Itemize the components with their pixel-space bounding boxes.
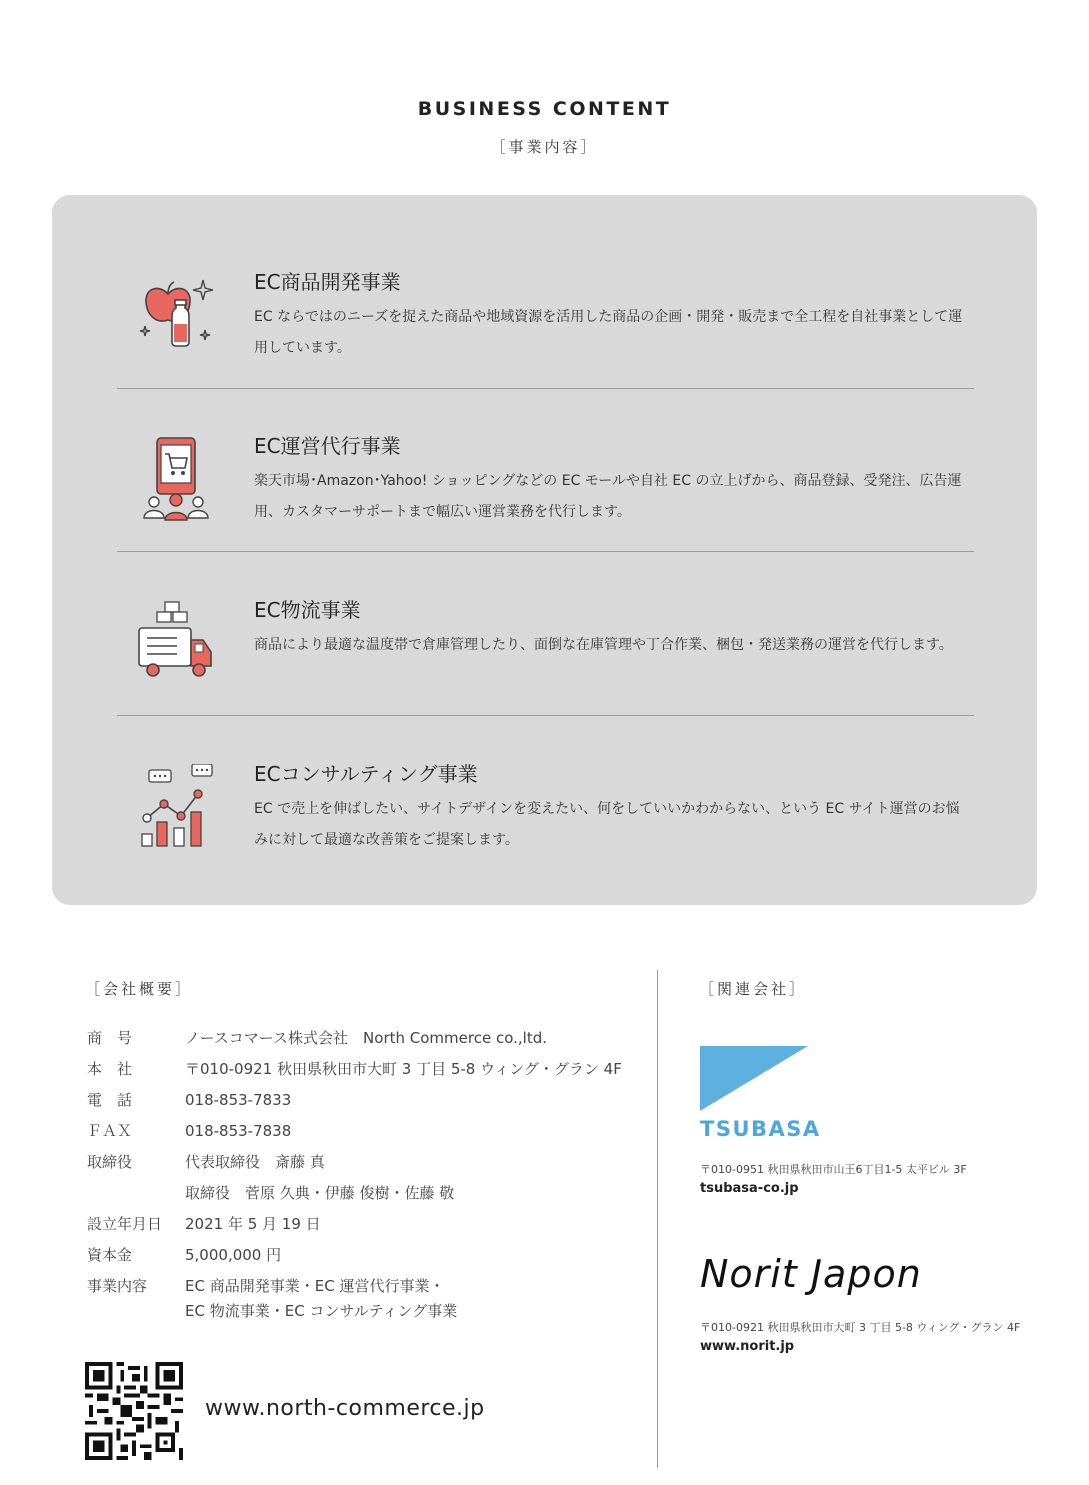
info-value: 018-853-7838 [185, 1122, 292, 1140]
divider [117, 715, 974, 716]
info-value: 代表取締役 斎藤 真 [185, 1153, 325, 1171]
info-row-capital [87, 1244, 281, 1265]
info-row-directors-cont [87, 1182, 454, 1203]
info-value: 018-853-7833 [185, 1091, 292, 1109]
growth-chart-icon [137, 764, 215, 850]
business-item-product-dev [117, 250, 974, 414]
info-key: 取締役 [87, 1153, 133, 1171]
section-subtitle: ［事業内容］ [490, 138, 599, 156]
vertical-divider [657, 970, 658, 1468]
info-value: 5,000,000 円 [185, 1246, 282, 1264]
info-value: ノースコマース株式会社 North Commerce co.,ltd. [185, 1029, 547, 1047]
business-description: 楽天市場･Amazon･Yahoo! ショッピングなどの EC モールや自社 EC の立上げから、商品登録、受発注、広告運用、カスタマーサポートまで幅広い運営業務を代行します。 [254, 473, 962, 520]
info-row-address [87, 1058, 622, 1079]
info-value: EC 商品開発事業・EC 運営代行事業・ [185, 1277, 445, 1295]
company-website-link[interactable]: www.north-commerce.jp [205, 1396, 485, 1421]
related-companies-heading: ［関連会社］ [699, 980, 808, 998]
tsubasa-name: TSUBASA [700, 1117, 821, 1141]
business-item-consulting [117, 742, 974, 906]
business-description: EC で売上を伸ばしたい、サイトデザインを変えたい、何をしていいかわからない、という EC サイト運営のお悩みに対して最適な改善策をご提案します。 [254, 801, 960, 848]
business-name: EC運営代行事業 [254, 434, 401, 458]
info-row-business [87, 1275, 444, 1296]
smartphone-cart-icon [137, 436, 215, 522]
divider [117, 388, 974, 389]
business-description: 商品により最適な温度帯で倉庫管理したり、面倒な在庫管理や丁合作業、梱包・発送業務の運営を代行します。 [254, 637, 953, 653]
info-key: 電 話 [87, 1091, 133, 1109]
business-name: EC物流事業 [254, 598, 361, 622]
divider [117, 551, 974, 552]
tsubasa-address: 〒010-0951 秋田県秋田市山王6丁目1-5 太平ビル 3F [700, 1163, 967, 1176]
info-row-phone [87, 1089, 291, 1110]
business-panel [52, 195, 1037, 905]
info-row-name [87, 1027, 547, 1048]
info-key: 資本金 [87, 1246, 133, 1264]
info-business-cont: EC 物流事業・EC コンサルティング事業 [185, 1302, 458, 1320]
info-row-directors [87, 1151, 325, 1172]
info-key: 本 社 [87, 1060, 133, 1078]
business-item-operation [117, 414, 974, 578]
qr-code-icon[interactable] [85, 1362, 183, 1460]
info-row-fax [87, 1120, 291, 1141]
info-key: 商 号 [87, 1029, 133, 1047]
norit-address: 〒010-0921 秋田県秋田市大町 3 丁目 5-8 ウィング・グラン 4F [700, 1321, 1021, 1334]
business-item-logistics [117, 578, 974, 742]
info-key: ＦＡＸ [87, 1122, 133, 1140]
tsubasa-logo-icon [700, 1046, 810, 1111]
info-value: 〒010-0921 秋田県秋田市大町 3 丁目 5-8 ウィング・グラン 4F [185, 1060, 622, 1078]
delivery-truck-icon [137, 600, 215, 686]
info-row-founded [87, 1213, 321, 1234]
apple-bottle-icon [137, 272, 215, 358]
business-description: EC ならではのニーズを捉えた商品や地域資源を活用した商品の企画・開発・販売まで全工程を自社事業として運用しています。 [254, 309, 963, 356]
info-key: 事業内容 [87, 1277, 148, 1295]
section-title: BUSINESS CONTENT [417, 98, 672, 120]
business-name: ECコンサルティング事業 [254, 762, 478, 786]
info-value: 2021 年 5 月 19 日 [185, 1215, 321, 1233]
info-value: 取締役 菅原 久典・伊藤 俊樹・佐藤 敬 [185, 1184, 455, 1202]
norit-japon-logo: Norit Japon [700, 1252, 922, 1296]
norit-url-link[interactable]: www.norit.jp [700, 1339, 795, 1354]
tsubasa-url-link[interactable]: tsubasa-co.jp [700, 1181, 799, 1196]
info-key: 設立年月日 [87, 1215, 163, 1233]
company-overview-heading: ［会社概要］ [85, 980, 194, 998]
business-name: EC商品開発事業 [254, 270, 401, 294]
